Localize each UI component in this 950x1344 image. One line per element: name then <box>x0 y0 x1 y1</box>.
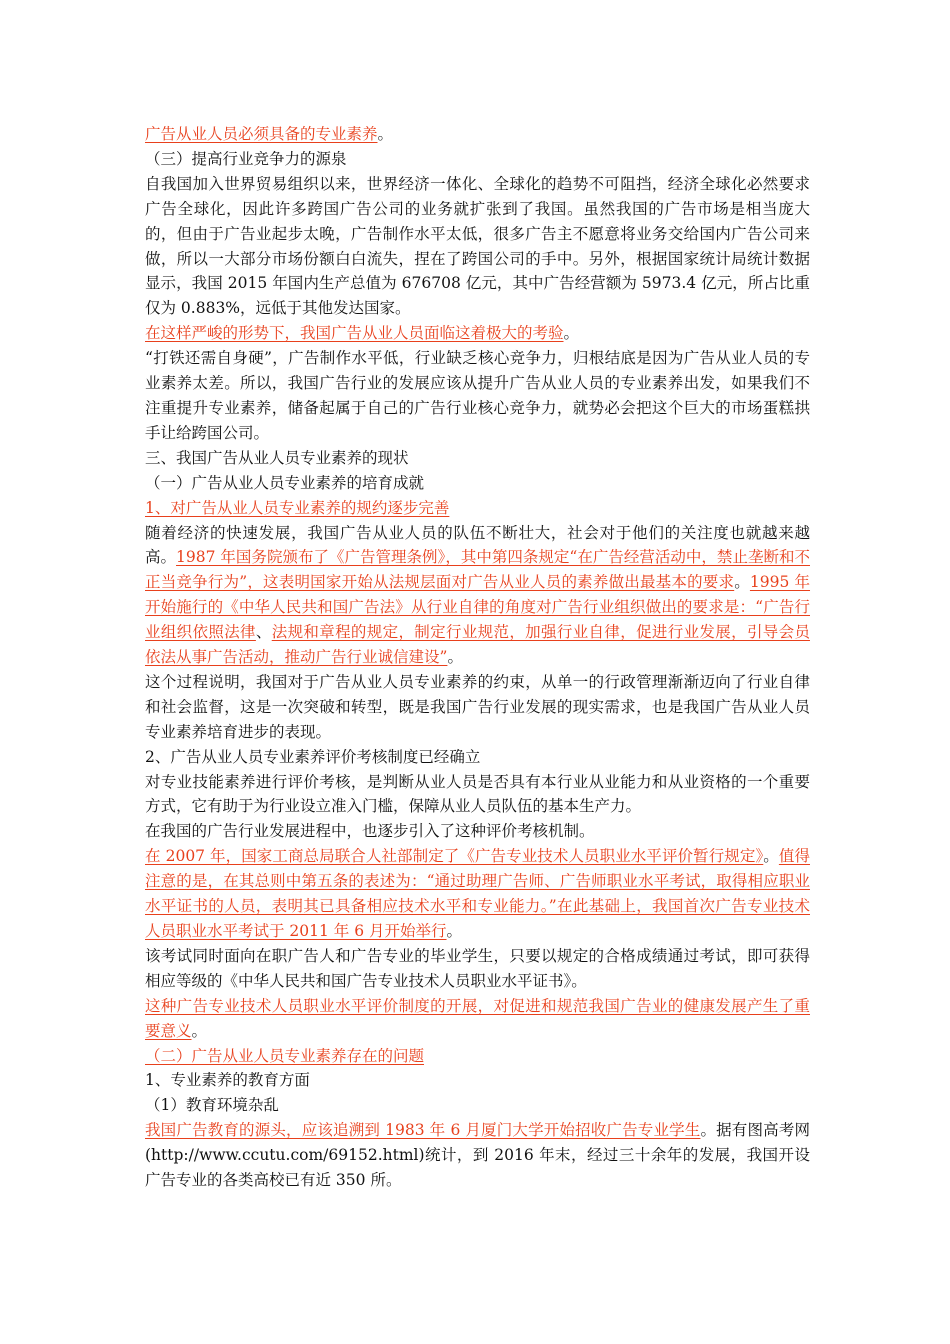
paragraph <box>145 321 810 346</box>
text-run: 三、我国广告从业人员专业素养的现状 <box>145 448 409 467</box>
paragraph <box>145 1118 810 1193</box>
document-body <box>145 122 810 1193</box>
paragraph <box>145 521 810 670</box>
highlighted-text: 法规和章程的规定，制定行业规范，加强行业自律，促进行业发展，引导会员依法从事广告活动，推动广告行业诚信建设” <box>145 623 810 667</box>
text-run: 这个过程说明，我国对于广告从业人员专业素养的约束，从单一的行政管理渐渐迈向了行业自律和社会监督，这是一次突破和转型，既是我国广告行业发展的现实需求，也是我国广告从业人员专业素养培育进步的表现。 <box>145 672 810 741</box>
text-run: （1）教育环境杂乱 <box>145 1096 279 1115</box>
section-heading <box>145 1093 810 1118</box>
text-run: “打铁还需自身硬”，广告制作水平低，行业缺乏核心竞争力，归根结底是因为广告从业人员的专业素养太差。所以，我国广告行业的发展应该从提升广告从业人员的专业素养出发，如果我们不注重提升专业素养，储备起属于自己的广告行业核心竞争力，就势必会把这个巨大的市场蛋糕拱手让给跨国公司。 <box>145 349 810 442</box>
highlighted-text: 这种广告专业技术人员职业水平评价制度的开展，对促进和规范我国广告业的健康发展产生了重要意义 <box>145 996 810 1040</box>
text-run: 在我国的广告行业发展进程中，也逐步引入了这种评价考核机制。 <box>145 822 595 841</box>
text-run: 、 <box>255 623 272 642</box>
highlighted-text: （二）广告从业人员专业素养存在的问题 <box>145 1046 425 1065</box>
section-heading <box>145 471 810 496</box>
paragraph <box>145 994 810 1044</box>
text-run: 。 <box>763 847 779 866</box>
text-run: 自我国加入世界贸易组织以来，世界经济一体化、全球化的趋势不可阻挡，经济全球化必然要求广告全球化，因此许多跨国广告公司的业务就扩张到了我国。虽然我国的广告市场是相当庞大的，但由于广告业起步太晚，广告制作水平太低，很多广告主不愿意将业务交给国内广告公司来做，所以一大部分市场份额白白流失，捏在了跨国公司的手中。另外，根据国家统计局统计数据显示，我国 2015 年国内生产总值为 676708 亿元，其中广告经营额为 5973.4 亿元，所占比重仅为 0.883%，远低于其他发达国家。 <box>145 174 810 318</box>
text-run: 。 <box>446 922 463 940</box>
highlighted-text: 1987 年国务院颁布了《广告管理条例》，其中第四条规定“在广告经营活动中，禁止垄断和不正当竞争行为”，这表明国家开始从法规层面对广告从业人员的素养做出最基本的要求 <box>145 548 810 592</box>
paragraph <box>145 844 810 944</box>
highlighted-text: 在这样严峻的形势下，我国广告从业人员面临这着极大的考验 <box>145 324 564 343</box>
paragraph <box>145 670 810 745</box>
paragraph <box>145 122 810 147</box>
section-heading <box>145 147 810 172</box>
section-heading <box>145 745 810 770</box>
text-run: 对专业技能素养进行评价考核，是判断从业人员是否具有本行业从业能力和从业资格的一个重要方式，它有助于为行业设立准入门槛，保障从业人员队伍的基本生产力。 <box>145 772 810 816</box>
section-heading <box>145 1068 810 1093</box>
text-run: 。据有图高考网(http://www.ccutu.com/69152.html)统计，到 2016 年末，经过三十余年的发展，我国开设广告专业的各类高校已有近 350 所。 <box>145 1121 810 1190</box>
text-run: 2、广告从业人员专业素养评价考核制度已经确立 <box>145 747 481 766</box>
section-heading <box>145 496 810 521</box>
section-heading <box>145 1044 810 1069</box>
text-run: 。 <box>563 324 580 343</box>
text-run: 1、专业素养的教育方面 <box>145 1071 310 1090</box>
paragraph <box>145 346 810 446</box>
section-heading <box>145 446 810 471</box>
highlighted-text: 值得注意的是，在其总则中第五条的表述为：“通过助理广告师、广告师职业水平考试，取得相应职业水平证书的人员，表明其已具备相应技术水平和专业能力。”在此基础上，我国首次广告专业技术人员职业水平考试于 2011 年 6 月开始举行 <box>145 847 810 940</box>
text-run: 。 <box>447 648 463 667</box>
text-run: 。 <box>377 125 394 143</box>
highlighted-text: 1995 年开始施行的《中华人民共和国广告法》从行业自律的角度对广告行业组织做出的要求是：“广告行业组织依照法律 <box>145 573 811 642</box>
text-run: （三）提高行业竞争力的源泉 <box>145 149 347 168</box>
highlighted-text: 在 2007 年，国家工商总局联合人社部制定了《广告专业技术人员职业水平评价暂行规定》 <box>145 847 764 866</box>
paragraph <box>145 944 810 994</box>
text-run: 。 <box>191 1021 208 1040</box>
text-run: 。 <box>734 573 750 592</box>
paragraph <box>145 172 810 321</box>
text-run: 该考试同时面向在职广告人和广告专业的毕业学生，只要以规定的合格成绩通过考试，即可获得相应等级的《中华人民共和国广告专业技术人员职业水平证书》。 <box>145 946 810 990</box>
paragraph <box>145 819 810 844</box>
highlighted-text: 我国广告教育的源头，应该追溯到 1983 年 6 月厦门大学开始招收广告专业学生 <box>145 1121 701 1140</box>
highlighted-text: 1、对广告从业人员专业素养的规约逐步完善 <box>145 498 450 517</box>
paragraph <box>145 770 810 820</box>
text-run: （一）广告从业人员专业素养的培育成就 <box>145 473 425 492</box>
highlighted-text: 广告从业人员必须具备的专业素养 <box>145 125 378 143</box>
text-run: 随着经济的快速发展，我国广告从业人员的队伍不断壮大，社会对于他们的关注度也就越来越高。 <box>145 523 810 567</box>
